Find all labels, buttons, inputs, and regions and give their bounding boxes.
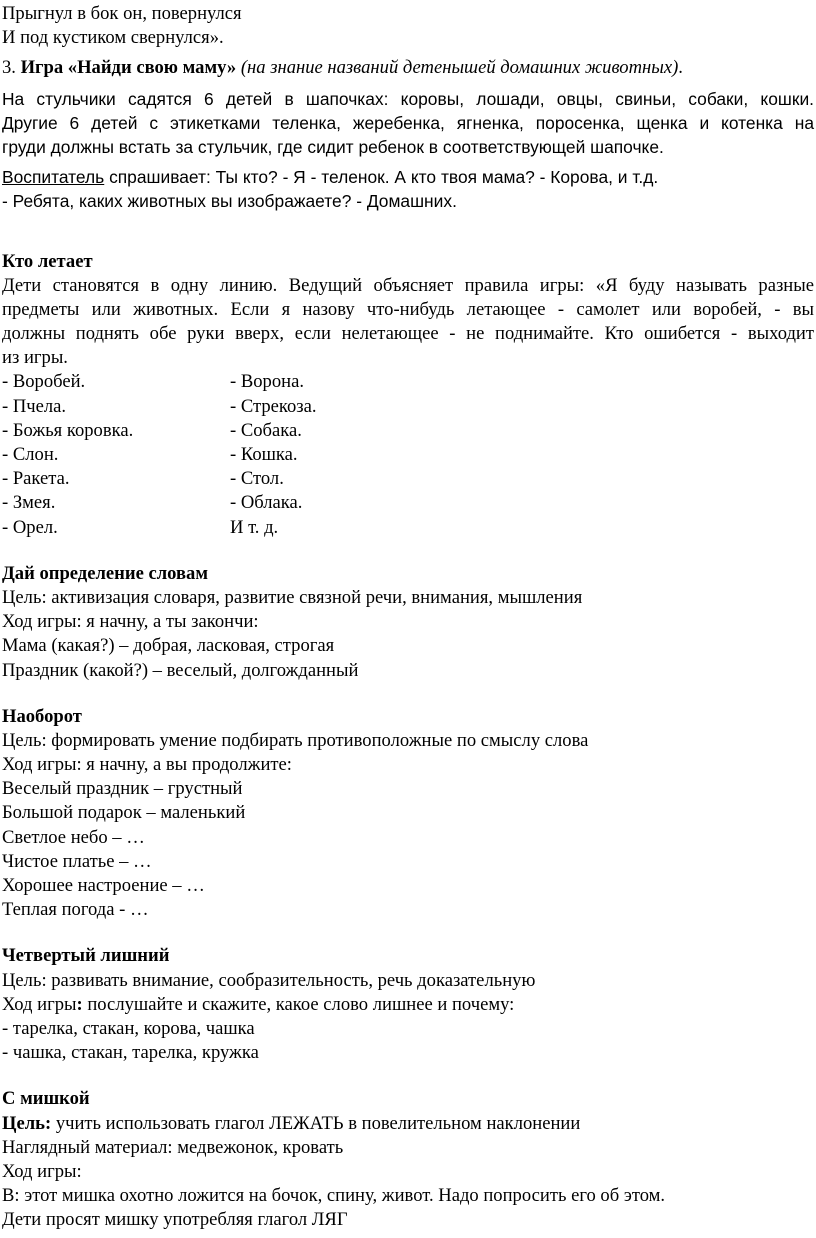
who-flies-item-row	[2, 467, 814, 491]
define-title: Дай определение словам	[2, 562, 209, 584]
item-right: И т. д.	[230, 516, 279, 538]
odd-one-move	[2, 993, 814, 1017]
poem-line-1: Прыгнул в бок он, повернулся	[2, 3, 242, 24]
who-flies-title: Кто летает	[2, 250, 93, 272]
move-label: Ход игры	[2, 993, 77, 1015]
game3-para-line: груди должны встать за стульчик, где сидит ребенок в соответствующей шапочке.	[2, 136, 664, 157]
bear-goal-text: учить использовать глагол ЛЕЖАТЬ в повелительном наклонении	[51, 1112, 581, 1134]
teacher-label: Воспитатель	[2, 167, 105, 188]
who-flies-para-line: из игры.	[2, 347, 68, 369]
document-page	[2, 2, 814, 1232]
who-flies-item-row	[2, 443, 814, 467]
item-left: - Божья коровка.	[2, 419, 134, 441]
opposite-line: Веселый праздник – грустный	[2, 778, 243, 800]
game3-number: 3.	[2, 57, 21, 79]
game3-paragraph	[2, 87, 814, 160]
define-line: Цель: активизация словаря, развитие связной речи, внимания, мышления	[2, 586, 583, 608]
item-left: - Орел.	[2, 516, 58, 538]
game3-note-end: .	[678, 57, 683, 79]
bear-line: Наглядный материал: медвежонок, кровать	[2, 1136, 344, 1158]
opposite-line: Ход игры: я начну, а вы продолжите:	[2, 754, 292, 776]
who-flies-item-row	[2, 395, 814, 419]
dialog-text: спрашивает: Ты кто? - Я - теленок. А кто твоя мама? - Корова, и т.д.	[104, 167, 659, 188]
who-flies-item-row	[2, 491, 814, 515]
opposite-line: Светлое небо – …	[2, 826, 145, 848]
who-flies-para-line: предметы или животных. Если я назову что-нибудь летающее - самолет или воробей, - вы	[2, 298, 814, 320]
item-left: - Слон.	[2, 444, 59, 465]
game3-dialog-2: - Ребята, каких животных вы изображаете? - Домашних.	[2, 191, 457, 212]
opposite-line: Хорошее настроение – …	[2, 875, 205, 896]
who-flies-item-row	[2, 370, 814, 394]
item-left: - Змея.	[2, 492, 56, 514]
item-left: - Ракета.	[2, 468, 70, 490]
item-left: - Воробей.	[2, 371, 86, 393]
item-right: - Облака.	[230, 492, 303, 514]
item-right: - Собака.	[230, 419, 302, 441]
odd-one-line: - чашка, стакан, тарелка, кружка	[2, 1042, 259, 1064]
bear-line: Ход игры:	[2, 1160, 82, 1182]
opposite-line: Теплая погода - …	[2, 899, 149, 921]
who-flies-list	[2, 370, 814, 539]
odd-one-line: - тарелка, стакан, корова, чашка	[2, 1017, 255, 1039]
game3-heading	[2, 56, 814, 80]
item-right: - Стрекоза.	[230, 395, 317, 417]
game3-note: (на знание названий детенышей домашних животных)	[236, 57, 679, 79]
who-flies-para-line: Дети становятся в одну линию. Ведущий объясняет правила игры: «Я буду называть разные	[2, 274, 814, 296]
poem-line-2: И под кустиком свернулся».	[2, 27, 224, 49]
bear-goal-label: Цель:	[2, 1112, 52, 1134]
move-colon: :	[76, 993, 83, 1015]
opposite-line: Цель: формировать умение подбирать противоположные по смыслу слова	[2, 729, 589, 751]
opposite-title: Наоборот	[2, 705, 82, 727]
game3-dialog-1	[2, 165, 814, 189]
who-flies-para-line: должны поднять обе руки вверх, если нелетающее - не поднимайте. Кто ошибется - выходит	[2, 323, 814, 345]
item-right: - Ворона.	[230, 371, 304, 393]
bear-goal	[2, 1112, 814, 1136]
define-line: Ход игры: я начну, а ты закончи:	[2, 611, 259, 633]
define-line: Мама (какая?) – добрая, ласковая, строгая	[2, 635, 335, 657]
bear-line: Дети просят мишку употребляя глагол ЛЯГ	[2, 1209, 348, 1231]
item-right: - Стол.	[230, 468, 284, 490]
who-flies-paragraph	[2, 274, 814, 371]
bear-title: С мишкой	[2, 1088, 90, 1110]
move-text: послушайте и скажите, какое слово лишнее и почему:	[82, 993, 515, 1015]
bear-line: В: этот мишка охотно ложится на бочок, спину, живот. Надо попросить его об этом.	[2, 1185, 666, 1207]
who-flies-item-row	[2, 516, 814, 540]
who-flies-item-row	[2, 419, 814, 443]
game3-title: Игра «Найди свою маму»	[20, 57, 237, 79]
game3-para-line: Другие 6 детей с этикетками теленка, жеребенка, ягненка, поросенка, щенка и котенка на	[2, 112, 814, 133]
item-right: - Кошка.	[230, 444, 298, 465]
odd-one-title: Четвертый лишний	[2, 945, 170, 967]
opposite-line: Большой подарок – маленький	[2, 802, 246, 824]
odd-one-goal: Цель: развивать внимание, сообразительность, речь доказательную	[2, 969, 536, 991]
define-line: Праздник (какой?) – веселый, долгожданный	[2, 659, 359, 681]
opposite-line: Чистое платье – …	[2, 850, 152, 872]
item-left: - Пчела.	[2, 395, 67, 417]
game3-para-line: На стульчики садятся 6 детей в шапочках: коровы, лошади, овцы, свиньи, собаки, кошки.	[2, 88, 814, 109]
